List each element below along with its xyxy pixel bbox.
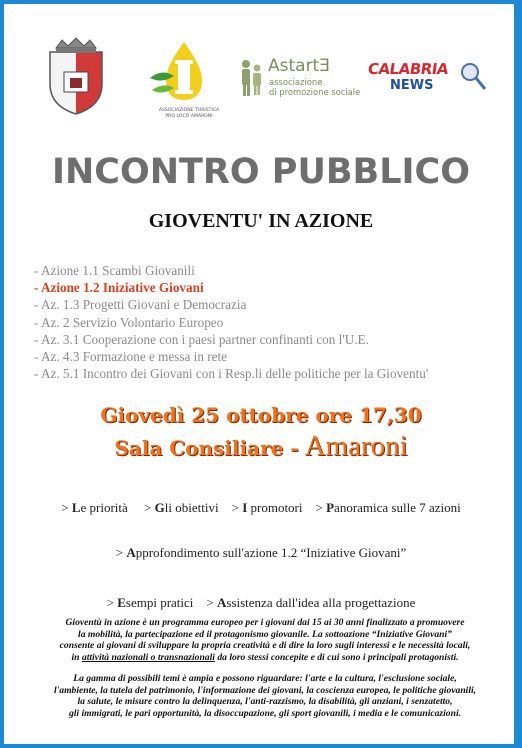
- themes-line: La gamma di possibili temi è ampia e possono riguardare: l'arte e la cultura, l'esclusione sociale,: [73, 673, 457, 684]
- action-item-highlighted: - Azione 1.2 Iniziative Giovani: [34, 280, 204, 296]
- calabria-news-logo: [368, 56, 492, 100]
- themes-line: l'ambiente, la tutela del patrimonio, l'informazione dei giovani, la coscienza europea, le politiche giovanili,: [53, 684, 477, 696]
- topic-item: > I promotori: [231, 500, 303, 515]
- action-item: - Az. 3.1 Cooperazione con i paesi partner confinanti con l'U.E.: [34, 331, 369, 347]
- astarte-logo: [238, 54, 361, 104]
- page-title: INCONTRO PUBBLICO: [51, 152, 470, 192]
- description-line: in attività nazionali o transnazionali da loro stessi concepite e di cui sono i principali protagonisti.: [71, 651, 459, 663]
- topic-item: > Approfondimento sull'azione 1.2 “Iniziative Giovani”: [115, 545, 407, 560]
- coat-of-arms-logo: [44, 36, 108, 116]
- topic-item: > Assistenza dall'idea alla progettazione: [206, 595, 416, 610]
- astarte-subtitle-line-1: associazione: [269, 77, 323, 87]
- action-item: - Az. 1.3 Progetti Giovani e Democrazia: [34, 297, 247, 313]
- pro-loco-caption-line-1: ASSOCIAZIONE TURISTICA: [158, 108, 220, 113]
- event-town: Amaroni: [304, 430, 408, 462]
- action-item: - Az. 2 Servizio Volontario Europeo: [34, 314, 224, 330]
- description-paragraph: [36, 617, 494, 663]
- calabria-name: CALABRIA: [366, 60, 450, 78]
- logo-strip: [0, 30, 522, 130]
- figures-icon: [238, 58, 264, 98]
- event-date: Giovedì 25 ottobre ore 17,30: [100, 403, 422, 427]
- actions-list: [34, 262, 504, 382]
- action-item: - Azione 1.1 Scambi Giovanili: [34, 263, 195, 278]
- topics-row-2: [0, 545, 522, 561]
- topics-row-3: [0, 595, 522, 611]
- astarte-name: AstartƎ: [268, 56, 330, 76]
- action-item: - Az. 4.3 Formazione e messa in rete: [34, 349, 227, 365]
- description-line: la mobilità, la partecipazione ed il protagonismo giovanile. La sottoazione “Iniziative Giovani”: [78, 628, 452, 640]
- calabria-news-word: NEWS: [390, 78, 434, 93]
- description-line: Gioventù in azione è un programma europeo per i giovani dai 15 ai 30 anni finalizzato a promuovere: [65, 617, 465, 628]
- astarte-subtitle: [269, 78, 360, 97]
- action-item: - Az. 5.1 Incontro dei Giovani con i Resp.li delle politiche per la Gioventu': [34, 366, 429, 382]
- pro-loco-caption: [146, 108, 232, 120]
- magnifier-icon: [458, 60, 488, 92]
- astarte-subtitle-line-2: di promozione sociale: [269, 86, 361, 97]
- page-subtitle: GIOVENTU' IN AZIONE: [148, 210, 374, 232]
- event-place: [0, 430, 522, 463]
- themes-paragraph: [36, 673, 494, 719]
- topic-item: > Esempi pratici: [106, 595, 194, 610]
- pro-loco-logo: [146, 38, 222, 104]
- pro-loco-caption-line-2: PRO LOCO AMARONI: [165, 114, 213, 119]
- topics-row-1: [0, 500, 522, 516]
- topic-item: > Le priorità: [61, 500, 128, 515]
- topic-item: > Panoramica sulle 7 azioni: [315, 500, 461, 515]
- topic-item: > Gli obiettivi: [144, 500, 219, 515]
- event-place-label: Sala Consiliare -: [114, 436, 299, 460]
- themes-line: la salute, le misure contro la delinquenza, l'anti-razzismo, la disabilità, gli anziani, i senzatetto,: [77, 696, 453, 708]
- description-line: consente ai giovani di sviluppare la propria creatività e di dire la loro sugli interessi e le necessità locali,: [59, 640, 471, 652]
- themes-line: gli immigrati, le pari opportunità, la disoccupazione, gli sport giovanili, i media e le comunicazioni.: [68, 707, 462, 719]
- underlined-text: attività nazionali o transnazionali: [81, 651, 215, 663]
